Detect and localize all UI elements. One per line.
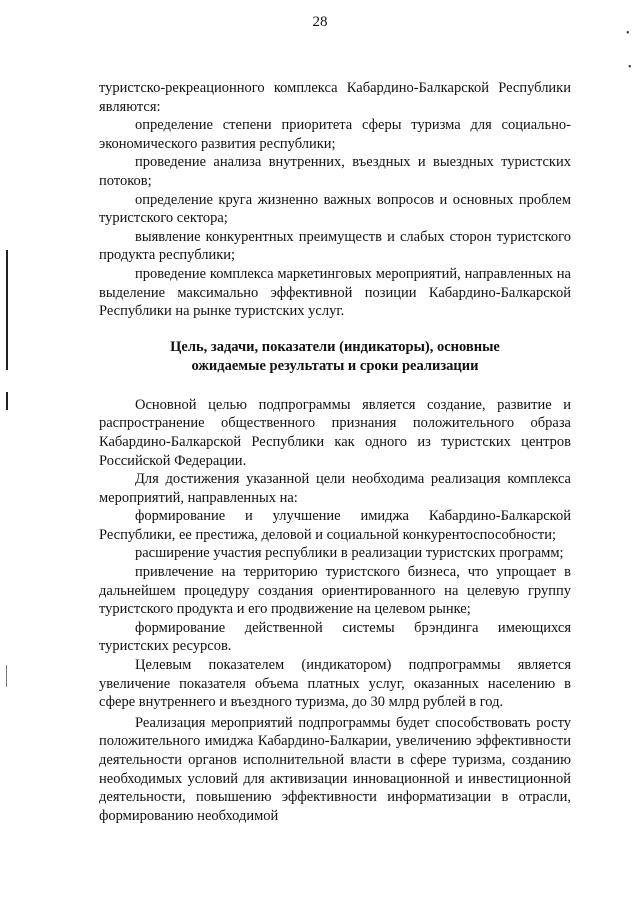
scan-speck-right: • <box>628 62 632 73</box>
scan-margin-line-lower <box>6 665 7 687</box>
scan-margin-line-mid <box>6 392 8 410</box>
task-item-4: формирование действенной системы брэндинга имеющихся туристских ресурсов. <box>99 619 571 655</box>
section-heading-line-2: ожидаемые результаты и сроки реализации <box>191 357 479 374</box>
scan-speck-top-right: • <box>626 28 630 39</box>
intro-item-5: проведение комплекса маркетинговых мероприятий, направленных на выделение максимально эффективной позиции Кабардино-Балкарской Республики на рынке туристских услуг. <box>99 265 571 320</box>
results-paragraph: Реализация мероприятий подпрограммы будет способствовать росту положительного имиджа Кабардино-Балкарии, увеличению эффективности деятельности органов исполнительной власти в сфере туризма, созданию необходимых условий для активизации инновационной и инвестиционной деятельности, повышению эффективности информатизации в отрасли, формированию необходимой <box>99 714 571 824</box>
intro-line: туристско-рекреационного комплекса Кабардино-Балкарской Республики являются: <box>99 80 571 115</box>
task-item-3: привлечение на территорию туристского бизнеса, что упрощает в дальнейшем процедуру создания ориентированного на целевую группу туристского продукта и его продвижение на целевом рынке; <box>99 564 571 618</box>
task-item-1: формирование и улучшение имиджа Кабардино-Балкарской Республики, ее престижа, деловой и социальной конкурентоспособности; <box>99 508 571 543</box>
intro-item-1: определение степени приоритета сферы туризма для социально-экономического развития республики; <box>99 117 571 152</box>
page-number: 28 <box>312 14 328 30</box>
document-body <box>99 79 571 825</box>
intro-item-3: определение круга жизненно важных вопросов и основных проблем туристского сектора; <box>99 191 571 227</box>
intro-item-4: выявление конкурентных преимуществ и слабых сторон туристского продукта республики; <box>99 228 571 264</box>
scan-margin-line-upper <box>6 250 8 370</box>
section-heading-line-1: Цель, задачи, показатели (индикаторы), основные <box>170 338 500 355</box>
task-item-2: расширение участия республики в реализации туристских программ; <box>135 545 564 562</box>
goal-paragraph: Основной целью подпрограммы является создание, развитие и распространение общественного признания положительного образа Кабардино-Балкарской Республики как одного из туристских центров Российской Федерации. <box>99 396 571 469</box>
indicator-paragraph: Целевым показателем (индикатором) подпрограммы является увеличение показателя объема платных услуг, оказанных населению в сфере внутреннего и въездного туризма, до 30 млрд рублей в год. <box>99 657 571 711</box>
intro-item-2: проведение анализа внутренних, въездных и выездных туристских потоков; <box>99 154 571 189</box>
tasks-intro: Для достижения указанной цели необходима реализация комплекса мероприятий, направленных на: <box>99 471 571 506</box>
